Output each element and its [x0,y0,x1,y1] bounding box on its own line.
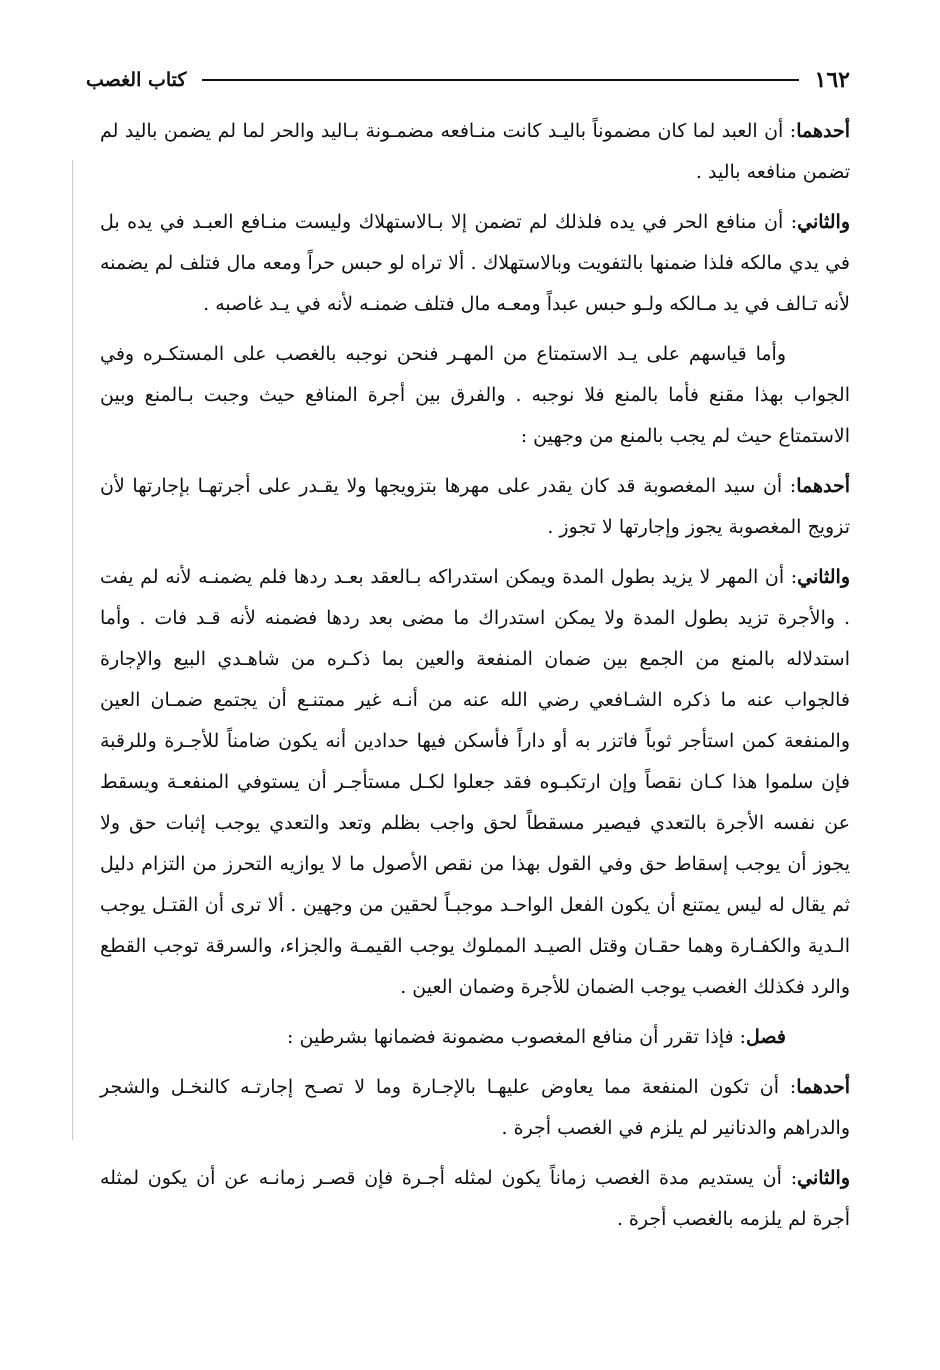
body-text [100,111,850,1249]
paragraph-lead: والثاني [797,1167,850,1189]
paragraph [100,1158,850,1240]
paragraph-text: وأما قياسهم على يـد الاستمتاع من المهـر فنحن نوجبه بالغصب على المستكـره وفي الجواب بهذا مقنع فأما بالمنع فلا نوجبه . والفرق بين أجرة المنافع حيث وجبت بـالمنع وبين الاستمتاع حيث لم يجب بالمنع من وجهين : [100,343,850,447]
paragraph-lead: والثاني [797,211,850,233]
paragraph-lead: والثاني [797,566,850,588]
header-rule [202,79,798,81]
paragraph [100,557,850,1008]
paragraph-text: : أن تكون المنفعة مما يعاوض عليهـا بالإجـارة وما لا تصـح إجارتـه كالنخـل والشجر والدراهم والدنانير لم يلزم في الغصب أجرة . [100,1076,850,1139]
paragraph-text: : أن سيد المغصوبة قد كان يقدر على مهرها بتزويجها ولا يقـدر على أجرتهـا بإجارتها لأن تزويج المغصوبة يجوز وإجارتها لا تجوز . [100,475,850,538]
book-title: كتاب الغصب [86,69,187,91]
section-heading-paragraph [100,1017,850,1058]
paragraph [100,202,850,325]
page-number: ١٦٢ [814,67,850,93]
paragraph-text: : أن يستديم مدة الغصب زماناً يكون لمثله أجـرة فإن قصـر زمانـه عن أن يكون لمثله أجرة لم يلزمه بالغصب أجرة . [100,1167,850,1230]
paragraph [100,466,850,548]
paragraph-text: : فإذا تقرر أن منافع المغصوب مضمونة فضمانها بشرطين : [287,1026,747,1048]
paragraph-text: : أن المهر لا يزيد بطول المدة ويمكن استدراكه بـالعقد بعـد ردها فلم يضمنـه لأنه لم يفت . والأجرة تزيد بطول المدة ولا يمكن استدراك ما مضى بعد ردها فضمنه لأنه قـد فات . وأما استدلاله بالمنع من الجمع بين ضمان المنفعة والعين بما ذكـره من شاهـدي البيع والإجارة فالجواب عنه ما ذكره الشـافعي رضي الله عنه من أنـه غير ممتنـع أن يجتمع ضمـان العين والمنفعة كمن استأجر ثوباً فاتزر به أو داراً فأسكن فيها حدادين أنه يكون ضامناً للأجـرة وللرقبة فإن سلموا هذا كـان نقصاً وإن ارتكبـوه فقد جعلوا لكـل مستأجـر أن يستوفي المنفعـة ويسقط عن نفسه الأجرة بالتعدي فيصير مسقطاً لحق واجب بظلم وتعد والتعدي يوجب إثبات حق ولا يجوز أن يوجب إسقاط حق وفي القول بهذا من نقص الأصول ما لا يوازيه التحرز من التزام دليل ثم يقال له ليس يمتنع أن يكون الفعل الواحـد موجبـاً لحقين من وجهين . ألا ترى أن القتـل يوجب الـدية والكفـارة وهما حقـان وقتل الصيـد المملوك يوجب القيمـة والجزاء، والسرقة توجب القطع والرد فكذلك الغصب يوجب الضمان للأجرة وضمان العين . [100,566,850,998]
paragraph-lead: أحدهما [796,1076,850,1098]
page-header [86,62,850,98]
paragraph [100,111,850,193]
paragraph [100,1067,850,1149]
paragraph [100,334,850,457]
paragraph-lead: أحدهما [796,120,850,142]
paragraph-lead: أحدهما [796,475,850,497]
scan-margin-line [72,160,73,1140]
paragraph-text: : أن العبد لما كان مضموناً باليـد كانت منـافعه مضمـونة بـاليد والحر لما لم يضمن باليد لم تضمن منافعه باليد . [100,120,850,183]
paragraph-text: : أن منافع الحر في يده فلذلك لم تضمن إلا بـالاستهلاك وليست منـافع العبـد في يده بل في يدي مالكه فلذا ضمنها بالتفويت وبالاستهلاك . ألا تراه لو حبس حراً ومعه مال فتلف لم يضمنه لأنه تـالف في يد مـالكه ولـو حبس عبداً ومعـه مال فتلف ضمنـه لأنه في يـد غاصبه . [100,211,850,315]
section-label: فصل [746,1026,786,1048]
